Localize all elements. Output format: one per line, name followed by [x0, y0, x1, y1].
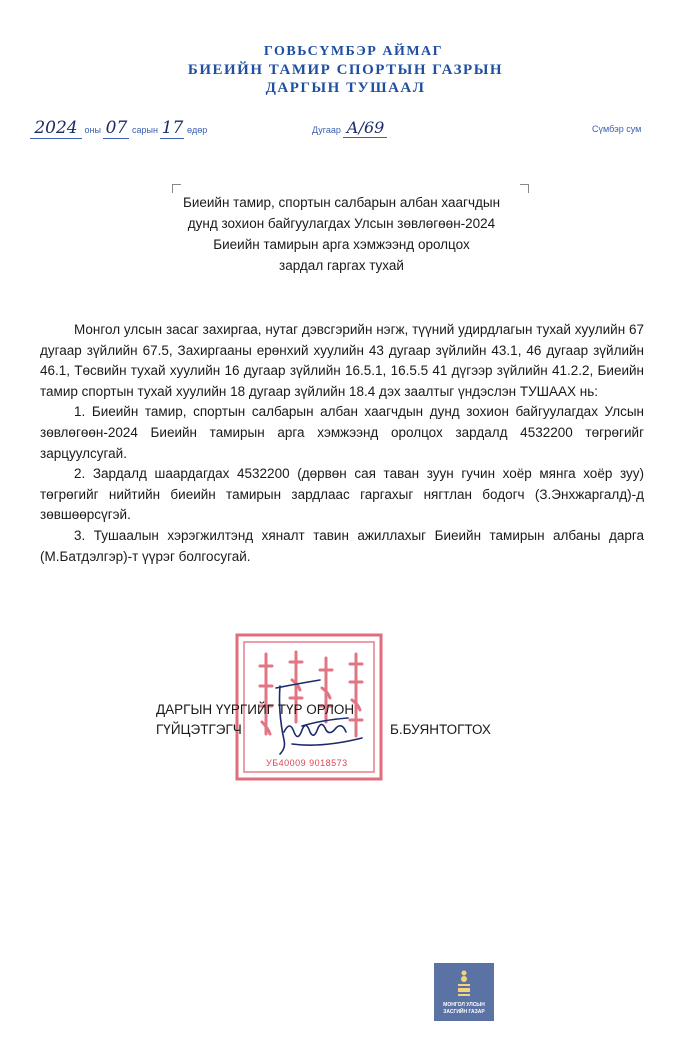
header-department: БИЕИЙН ТАМИР СПОРТЫН ГАЗРЫН [187, 62, 504, 78]
date-day-label: өдөр [186, 125, 208, 135]
date-month: 07 [103, 118, 129, 139]
date-year: 2024 [30, 118, 82, 139]
logo-text-2: ЗАСГИЙН ГАЗАР [443, 1009, 485, 1015]
body-item-3: 3. Тушаалын хэрэгжилтэнд хяналт тавин ажиллахыг Биеийн тамирын албаны дарга (М.Батдэлгэр)-т үүрэг болгосугай. [40, 527, 644, 564]
date-line [30, 118, 230, 138]
title-line-4: зардал гаргах тухай [279, 258, 404, 273]
number-line [312, 118, 432, 138]
body-item-1: 1. Биеийн тамир, спортын салбарын албан хаагчдын дунд зохион байгуулагдах Улсын зөвлөгөөн-2024 Биеийн тамирын арга хэмжээнд оролцох зардалд 4532200 төгрөгийг зарцуулсугай. [40, 404, 644, 461]
number-label: Дугаар [312, 125, 341, 135]
handwritten-signature-icon [262, 672, 372, 762]
document-title [0, 192, 683, 276]
date-day: 17 [161, 118, 184, 138]
signatory-name: Б.БУЯНТОГТОХ [390, 722, 491, 737]
body-item-2: 2. Зардалд шаардагдах 4532200 (дөрвөн сая таван зуун гучин хоёр мянга хоёр зуу) төгрөгийг нийтийн биеийн тамирын зардлаас гаргахыг нягтлан бодогч (З.Энхжаргалд)-д зөвшөөрсүгэй. [40, 466, 644, 523]
government-logo [434, 963, 494, 1021]
signature-title-line-1: ДАРГЫН ҮҮРГИЙГ ТҮР ОРЛОН [156, 702, 355, 717]
logo-text-1: МОНГОЛ УЛСЫН [443, 1002, 485, 1008]
document-body [40, 320, 644, 567]
stamp-code: УБ40009 9018573 [266, 758, 348, 768]
soyombo-icon [455, 969, 473, 999]
title-line-2: дунд зохион байгуулагдах Улсын зөвлөгөөн-2024 [187, 216, 496, 231]
body-intro: Монгол улсын засаг захиргаа, нутаг дэвсгэрийн нэгж, түүний удирдлагын тухай хуулийн 67 дугаар зүйлийн 67.5, Захиргааны ерөнхий хуулийн 43 дугаар зүйлийн 43.1, 46 дугаар зүйлийн 46.1, Төсвийн тухай хуулийн 16 дугаар зүйлийн 16.5.1, 16.5.5 41 дүгээр зүйлийн 41.2.2, Биеийн тамир спортын тухай хуулийн 18 дугаар зүйлийн 18.4 дэх заалтыг үндэслэн ТУШААХ нь: [40, 322, 644, 399]
date-year-label: оны [84, 125, 101, 135]
title-line-1: Биеийн тамир, спортын салбарын албан хаагчдын [182, 195, 501, 210]
place: Сүмбэр сум [592, 124, 642, 134]
date-month-label: сарын [132, 125, 158, 135]
header-agency: ГОВЬСҮМБЭР АЙМАГ [263, 44, 444, 59]
signature-title-line-2: ГҮЙЦЭТГЭГЧ [156, 722, 242, 737]
title-line-3: Биеийн тамирын арга хэмжээнд оролцох [213, 237, 470, 252]
doc-number: А/69 [343, 118, 387, 138]
header-doc-type: ДАРГЫН ТУШААЛ [265, 80, 426, 96]
